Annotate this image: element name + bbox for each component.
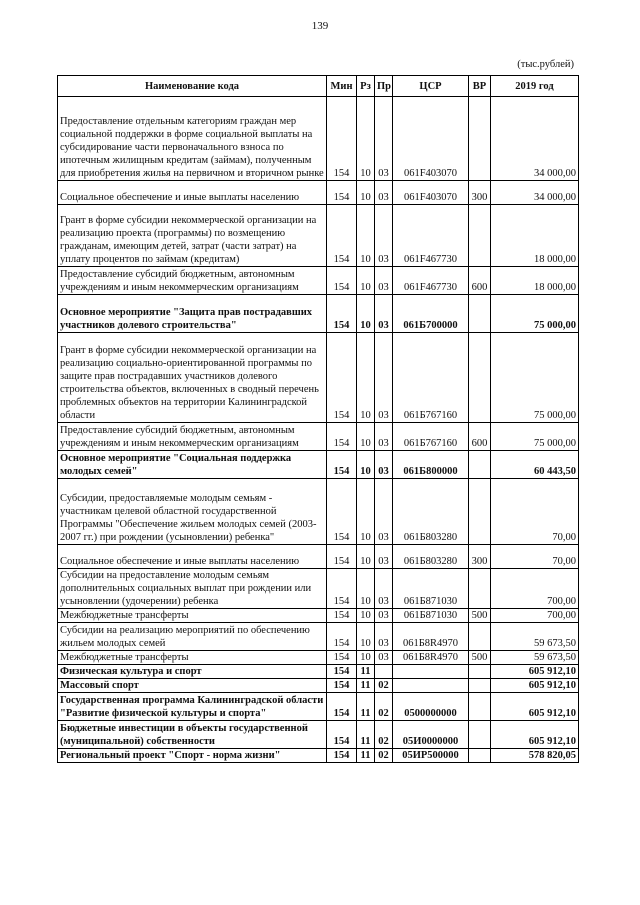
table-row [58, 679, 579, 693]
cell-vr: 500 [469, 609, 491, 623]
cell-amount: 75 000,00 [491, 423, 579, 451]
cell-csr: 05И0000000 [393, 721, 469, 749]
header-min: Мин [327, 76, 357, 97]
cell-rz: 10 [357, 97, 375, 181]
cell-csr: 061F467730 [393, 205, 469, 267]
table-body [58, 97, 579, 763]
cell-amount: 34 000,00 [491, 97, 579, 181]
cell-pr: 02 [375, 679, 393, 693]
table-row [58, 479, 579, 545]
table-row [58, 333, 579, 423]
cell-min: 154 [327, 569, 357, 609]
cell-pr: 03 [375, 545, 393, 569]
cell-min: 154 [327, 651, 357, 665]
cell-rz: 10 [357, 267, 375, 295]
cell-amount: 700,00 [491, 569, 579, 609]
table-row [58, 545, 579, 569]
cell-vr: 300 [469, 545, 491, 569]
cell-rz: 11 [357, 665, 375, 679]
cell-name: Предоставление субсидий бюджетным, автономным учреждениям и иным некоммерческим организациям [58, 267, 327, 295]
cell-amount: 578 820,05 [491, 749, 579, 763]
budget-table [57, 75, 579, 763]
cell-pr: 03 [375, 333, 393, 423]
cell-amount: 75 000,00 [491, 295, 579, 333]
cell-min: 154 [327, 693, 357, 721]
cell-csr: 061Б871030 [393, 609, 469, 623]
cell-pr: 03 [375, 295, 393, 333]
cell-rz: 10 [357, 545, 375, 569]
page-number: 139 [311, 20, 329, 32]
cell-rz: 11 [357, 749, 375, 763]
table-row [58, 181, 579, 205]
cell-min: 154 [327, 609, 357, 623]
cell-vr [469, 333, 491, 423]
table-row [58, 749, 579, 763]
cell-csr: 061Б767160 [393, 333, 469, 423]
cell-rz: 10 [357, 451, 375, 479]
cell-rz: 10 [357, 623, 375, 651]
cell-min: 154 [327, 679, 357, 693]
cell-vr: 600 [469, 267, 491, 295]
table-row [58, 665, 579, 679]
cell-vr [469, 479, 491, 545]
cell-pr: 03 [375, 97, 393, 181]
cell-csr [393, 665, 469, 679]
table-row [58, 451, 579, 479]
table-row [58, 693, 579, 721]
cell-csr: 061F403070 [393, 97, 469, 181]
cell-vr [469, 451, 491, 479]
header-rz: Рз [357, 76, 375, 97]
table-header-row [58, 76, 579, 97]
cell-amount: 70,00 [491, 545, 579, 569]
cell-name: Субсидии на предоставление молодым семьям дополнительных социальных выплат при рождении или усыновлении (удочерении) ребенка [58, 569, 327, 609]
cell-name: Межбюджетные трансферты [58, 651, 327, 665]
cell-amount: 605 912,10 [491, 679, 579, 693]
cell-amount: 70,00 [491, 479, 579, 545]
cell-vr [469, 693, 491, 721]
cell-pr: 02 [375, 721, 393, 749]
cell-vr [469, 679, 491, 693]
cell-min: 154 [327, 451, 357, 479]
cell-amount: 605 912,10 [491, 665, 579, 679]
cell-csr: 061Б803280 [393, 479, 469, 545]
cell-min: 154 [327, 665, 357, 679]
cell-vr [469, 205, 491, 267]
cell-name: Грант в форме субсидии некоммерческой организации на реализацию социально-ориентированной программы по защите прав пострадавших участников долевого строительства объектов, включенных в сводный перечень проблемных объектов на территории Калининградской области [58, 333, 327, 423]
table-row [58, 569, 579, 609]
cell-amount: 700,00 [491, 609, 579, 623]
cell-min: 154 [327, 749, 357, 763]
cell-csr: 061Б767160 [393, 423, 469, 451]
cell-vr [469, 97, 491, 181]
table-row [58, 609, 579, 623]
cell-vr: 600 [469, 423, 491, 451]
cell-name: Массовый спорт [58, 679, 327, 693]
cell-name: Бюджетные инвестиции в объекты государственной (муниципальной) собственности [58, 721, 327, 749]
cell-amount: 605 912,10 [491, 721, 579, 749]
cell-csr: 061Б803280 [393, 545, 469, 569]
table-row [58, 721, 579, 749]
cell-csr: 061Б8R4970 [393, 623, 469, 651]
cell-csr: 05ИР500000 [393, 749, 469, 763]
cell-rz: 11 [357, 679, 375, 693]
cell-vr [469, 623, 491, 651]
cell-pr: 03 [375, 651, 393, 665]
table-row [58, 651, 579, 665]
cell-rz: 10 [357, 333, 375, 423]
cell-pr: 02 [375, 749, 393, 763]
cell-name: Субсидии, предоставляемые молодым семьям - участникам целевой областной государственной Программы "Обеспечение жильем молодых семей (2003-2007 гг.) при рождении (усыновлении) ребенка" [58, 479, 327, 545]
cell-name: Предоставление субсидий бюджетным, автономным учреждениям и иным некоммерческим организациям [58, 423, 327, 451]
cell-min: 154 [327, 295, 357, 333]
cell-rz: 11 [357, 721, 375, 749]
cell-vr [469, 569, 491, 609]
cell-amount: 18 000,00 [491, 267, 579, 295]
cell-min: 154 [327, 545, 357, 569]
cell-pr: 03 [375, 451, 393, 479]
cell-amount: 75 000,00 [491, 333, 579, 423]
header-csr: ЦСР [393, 76, 469, 97]
cell-name: Государственная программа Калининградской области "Развитие физической культуры и спорта" [58, 693, 327, 721]
cell-csr [393, 679, 469, 693]
cell-pr: 03 [375, 623, 393, 651]
cell-pr: 02 [375, 693, 393, 721]
cell-name: Социальное обеспечение и иные выплаты населению [58, 545, 327, 569]
table-row [58, 623, 579, 651]
cell-amount: 59 673,50 [491, 623, 579, 651]
cell-name: Предоставление отдельным категориям граждан мер социальной поддержки в форме социальной выплаты на субсидирование части первоначального взноса по ипотечным жилищным кредитам (займам), полученным для приобретения жилья на первичном и вторичном рынке [58, 97, 327, 181]
cell-rz: 10 [357, 651, 375, 665]
cell-amount: 34 000,00 [491, 181, 579, 205]
cell-rz: 11 [357, 693, 375, 721]
header-vr: ВР [469, 76, 491, 97]
cell-vr [469, 665, 491, 679]
cell-amount: 60 443,50 [491, 451, 579, 479]
cell-amount: 18 000,00 [491, 205, 579, 267]
header-year: 2019 год [491, 76, 579, 97]
cell-name: Субсидии на реализацию мероприятий по обеспечению жильем молодых семей [58, 623, 327, 651]
cell-pr: 03 [375, 479, 393, 545]
cell-rz: 10 [357, 205, 375, 267]
cell-rz: 10 [357, 609, 375, 623]
cell-rz: 10 [357, 423, 375, 451]
cell-csr: 061F467730 [393, 267, 469, 295]
cell-min: 154 [327, 97, 357, 181]
cell-name: Социальное обеспечение и иные выплаты населению [58, 181, 327, 205]
cell-min: 154 [327, 205, 357, 267]
header-pr: Пр [375, 76, 393, 97]
cell-min: 154 [327, 623, 357, 651]
cell-pr [375, 665, 393, 679]
cell-pr: 03 [375, 267, 393, 295]
cell-vr [469, 749, 491, 763]
cell-csr: 061Б8R4970 [393, 651, 469, 665]
cell-rz: 10 [357, 181, 375, 205]
cell-pr: 03 [375, 205, 393, 267]
cell-name: Основное мероприятие "Социальная поддержка молодых семей" [58, 451, 327, 479]
cell-csr: 061Б871030 [393, 569, 469, 609]
cell-rz: 10 [357, 295, 375, 333]
cell-vr: 500 [469, 651, 491, 665]
cell-min: 154 [327, 267, 357, 295]
cell-name: Основное мероприятие "Защита прав пострадавших участников долевого строительства" [58, 295, 327, 333]
cell-name: Межбюджетные трансферты [58, 609, 327, 623]
cell-csr: 061Б800000 [393, 451, 469, 479]
cell-vr [469, 721, 491, 749]
cell-amount: 605 912,10 [491, 693, 579, 721]
cell-pr: 03 [375, 609, 393, 623]
cell-rz: 10 [357, 569, 375, 609]
cell-rz: 10 [357, 479, 375, 545]
cell-csr: 061F403070 [393, 181, 469, 205]
table-row [58, 423, 579, 451]
cell-vr [469, 295, 491, 333]
header-name: Наименование кода [58, 76, 327, 97]
cell-min: 154 [327, 479, 357, 545]
cell-csr: 061Б700000 [393, 295, 469, 333]
cell-min: 154 [327, 423, 357, 451]
cell-min: 154 [327, 333, 357, 423]
cell-csr: 0500000000 [393, 693, 469, 721]
cell-min: 154 [327, 721, 357, 749]
cell-pr: 03 [375, 423, 393, 451]
table-row [58, 97, 579, 181]
cell-name: Грант в форме субсидии некоммерческой организации на реализацию проекта (программы) по возмещению гражданам, имеющим детей, затрат (части затрат) на уплату процентов по займам (кредитам) [58, 205, 327, 267]
table-row [58, 205, 579, 267]
cell-pr: 03 [375, 181, 393, 205]
cell-min: 154 [327, 181, 357, 205]
cell-amount: 59 673,50 [491, 651, 579, 665]
cell-vr: 300 [469, 181, 491, 205]
cell-pr: 03 [375, 569, 393, 609]
table-row [58, 295, 579, 333]
units-label: (тыс.рублей) [517, 59, 574, 70]
cell-name: Региональный проект "Спорт - норма жизни" [58, 749, 327, 763]
table-row [58, 267, 579, 295]
cell-name: Физическая культура и спорт [58, 665, 327, 679]
